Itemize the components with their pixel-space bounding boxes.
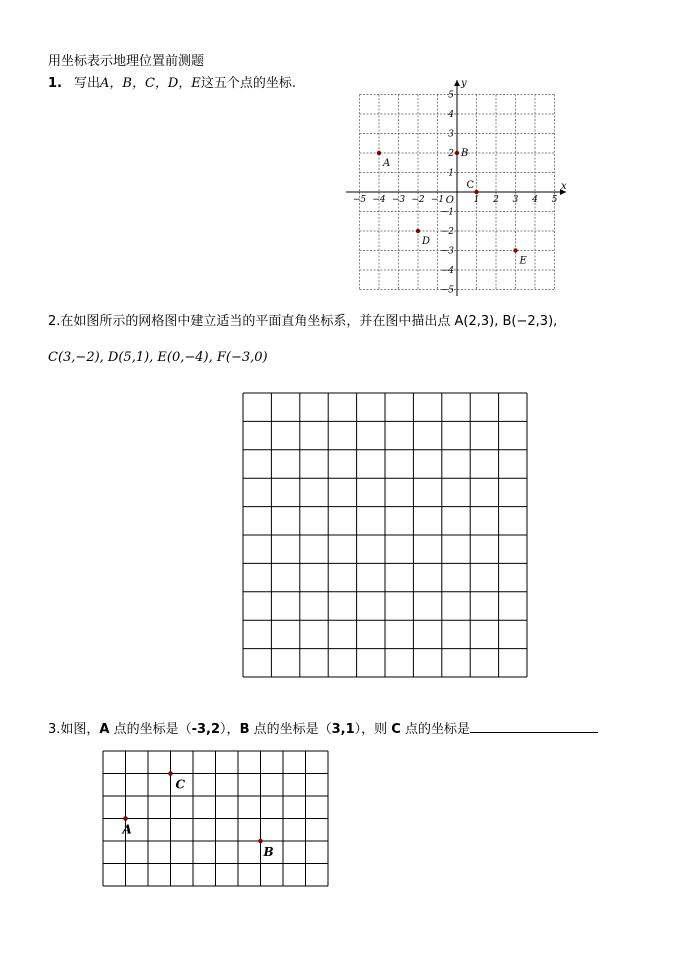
question-1-prefix: 写出 <box>73 76 100 91</box>
question-3-points <box>122 771 274 859</box>
y-axis-arrow <box>454 80 460 86</box>
question-3-coord-a: -3,2 <box>191 722 221 737</box>
point-d <box>416 229 420 233</box>
y-tick-label: −2 <box>440 227 454 237</box>
q3-point-c <box>168 771 173 776</box>
question-3-grid-lines <box>103 751 328 886</box>
question-2-line-1: 2.在如图所示的网格图中建立适当的平面直角坐标系，并在图中描出点 A(2,3), B(−2,3), <box>48 314 558 329</box>
question-3-coord-b: 3,1 <box>331 722 355 737</box>
point-label-d: D <box>422 236 431 247</box>
x-tick-label: −5 <box>352 195 367 205</box>
y-tick-label: −4 <box>440 266 454 276</box>
y-tick-label: −1 <box>440 207 454 218</box>
y-axis-label: y <box>461 78 467 89</box>
y-tick-label: 5 <box>448 90 454 101</box>
question-3-text-5: 点的坐标是 <box>400 722 470 737</box>
question-2-line-2: C(3,−2), D(5,1), E(0,−4), F(−3,0) <box>48 350 268 365</box>
x-tick-label: −4 <box>372 195 386 205</box>
x-tick-label: 3 <box>512 195 519 205</box>
question-3 <box>48 718 598 737</box>
y-tick-label: 3 <box>448 129 454 140</box>
question-3-text-1: 点的坐标是（ <box>109 722 192 737</box>
question-3-text-4: ），则 <box>354 722 392 737</box>
question-3-prefix: 3.如图， <box>48 722 100 737</box>
point-c <box>474 190 478 194</box>
x-tick-label: 4 <box>532 195 538 205</box>
x-tick-label: 2 <box>493 195 499 205</box>
y-tick-label: −3 <box>440 246 454 257</box>
point-a <box>377 151 381 155</box>
question-3-grid <box>102 750 332 890</box>
x-tick-label: 5 <box>551 195 558 205</box>
point-label-b: B <box>461 148 469 159</box>
point-e <box>513 248 517 252</box>
x-tick-label: 1 <box>473 195 480 205</box>
question-1-points: A，B，C，D，E <box>100 76 201 91</box>
question-3-point-a: A <box>99 722 110 737</box>
point-b <box>455 151 459 155</box>
question-1 <box>48 72 296 91</box>
question-3-text-3: 点的坐标是（ <box>249 722 332 737</box>
y-tick-label: 2 <box>448 149 454 159</box>
question-1-suffix: 这五个点的坐标. <box>200 76 296 91</box>
q3-point-b <box>258 839 263 844</box>
x-tick-label: −1 <box>430 195 445 205</box>
origin-label: O <box>445 195 454 206</box>
question-3-point-b: B <box>239 722 250 737</box>
answer-blank[interactable] <box>470 720 598 733</box>
x-axis-label: x <box>561 181 567 192</box>
point-label-e: E <box>519 255 527 267</box>
q3-point-label-c: C <box>175 777 186 792</box>
y-tick-label: −5 <box>440 285 454 296</box>
q3-point-label-a: A <box>122 822 132 837</box>
blank-grid-lines <box>243 393 527 677</box>
x-tick-label: −2 <box>411 195 425 205</box>
q3-point-a <box>123 816 128 821</box>
x-tick-label: −3 <box>391 195 406 205</box>
y-tick-label: 4 <box>448 110 454 120</box>
question-1-number: 1. <box>48 76 62 91</box>
page-title: 用坐标表示地理位置前测题 <box>48 54 205 69</box>
y-tick-label: 1 <box>448 168 454 179</box>
question-3-text-2: ）， <box>220 722 240 737</box>
question-3-point-c: C <box>391 722 401 737</box>
point-label-c: C <box>466 180 475 191</box>
blank-grid <box>242 392 530 680</box>
point-label-a: A <box>383 158 391 169</box>
q3-point-label-b: B <box>263 845 274 859</box>
coordinate-plane-graph <box>340 76 580 300</box>
